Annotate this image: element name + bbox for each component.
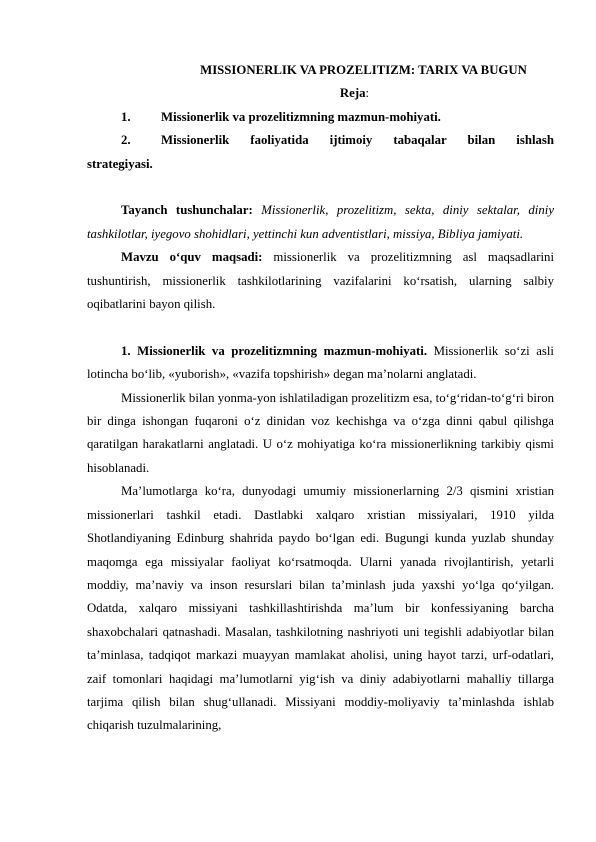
plan-colon: :	[365, 86, 370, 101]
spacer	[87, 316, 554, 339]
plan-item-text: Missionerlik va prozelitizmning mazmun-mohiyati.	[161, 109, 441, 124]
plan-heading	[87, 82, 554, 105]
goal-paragraph	[87, 246, 554, 316]
document-body	[87, 59, 554, 738]
section1-heading: 1. Missionerlik va prozelitizmning mazmun-mohiyati.	[121, 343, 428, 358]
plan-item-continuation: strategiyasi.	[87, 156, 153, 171]
body-paragraph-1: Missionerlik bilan yonma-yon ishlatiladigan prozelitizm esa, toʻgʻridan-toʻgʻri biron bir dinga ishongan fuqaroni oʻz dinidan voz kechishga va oʻzga dinni qabul qilishga qaratilgan harakatlarni anglatadi. U oʻz mohiyatiga koʻra missionerlikning tarkibiy qismi hisoblanadi.	[87, 390, 554, 475]
plan-item-2	[87, 129, 554, 152]
spacer	[87, 176, 554, 199]
key-terms-text: Missionerlik, prozelitizm, sekta, diniy sektalar, diniy tashkilotlar, iyegovo shohidlari, yettinchi kun adventistlari, missiya, Bibliya jamiyati.	[87, 203, 554, 241]
document-title: MISSIONERLIK VA PROZELITIZM: TARIX VA BUGUN	[200, 63, 527, 77]
key-terms-label: Tayanch tushunchalar:	[121, 203, 253, 218]
section1-paragraph	[87, 340, 554, 387]
key-terms-paragraph	[87, 199, 554, 246]
goal-label: Mavzu oʻquv maqsadi:	[121, 250, 263, 265]
plan-label: Reja	[339, 86, 366, 101]
plan-item-number: 1.	[121, 109, 131, 124]
body-paragraph-2: Maʼlumotlarga koʻra, dunyodagi umumiy missionerlarning 2/3 qismini xristian missionerlari tashkil etadi. Dastlabki xalqaro xristian missiyalari, 1910 yilda Shotlandiyaning Edinburg shahrida paydo boʻlgan edi. Bugungi kunda yuzlab shunday maqomga ega missiyalar faoliyat koʻrsatmoqda. Ularni yanada rivojlantirish, yetarli moddiy, maʼnaviy va inson resurslari bilan taʼminlash juda yaxshi yoʻlga qoʻyilgan. Odatda, xalqaro missiyani tashkillashtirishda maʼlum bir konfessiyaning barcha shaxobchalari qatnashadi. Masalan, tashkilotning nashriyoti uni tegishli adabiyotlar bilan taʼminlasa, tadqiqot markazi muayyan mamlakat aholisi, uning hayot tarzi, urf-odatlari, zaif tomonlari haqidagi maʼlumotlarni yigʻish va diniy adabiyotlarni mahalliy tillarga tarjima qilish bilan shugʻullanadi. Missiyani moddiy-moliyaviy taʼminlashda ishlab chiqarish tuzulmalarining,	[87, 484, 554, 733]
plan-item-1	[87, 106, 554, 129]
goal-text: missionerlik va prozelitizmning asl maqsadlarini tushuntirish, missionerlik tashkilotlarining vazifalarini koʻrsatish, ularning salbiy oqibatlarini bayon qilish.	[87, 250, 554, 312]
section1-text: Missionerlik soʻzi asli lotincha boʻlib, «yuborish», «vazifa topshirish» degan maʼnolarni anglatadi.	[87, 343, 554, 382]
plan-item-text: Missionerlik faoliyatida ijtimoiy tabaqalar bilan ishlash	[161, 133, 554, 148]
plan-item-number: 2.	[121, 133, 131, 148]
